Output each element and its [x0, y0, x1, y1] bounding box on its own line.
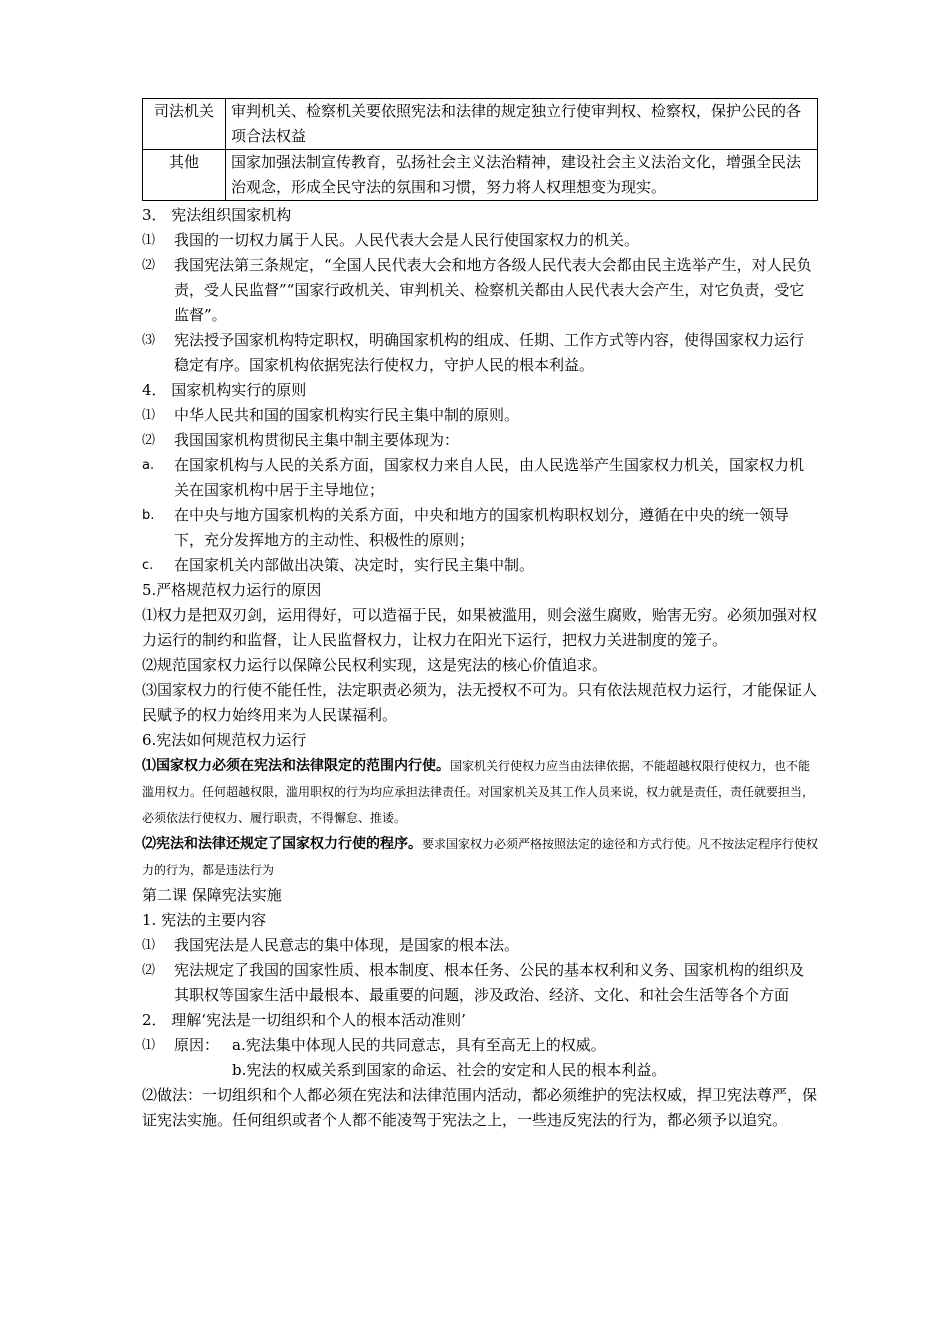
reason-block	[142, 1033, 818, 1058]
list-item	[142, 933, 818, 958]
paragraph: ⑶国家权力的行使不能任性，法定职责必须为，法无授权不可为。只有依法规范权力运行，才能保证人民赋予的权力始终用来为人民谋福利。	[142, 681, 818, 724]
section-5-heading: 5.严格规范权力运行的原因	[142, 581, 322, 599]
item-text: 中华人民共和国的国家机构实行民主集中制的原则。	[174, 406, 520, 424]
bold-lead: ⑴国家权力必须在宪法和法律限定的范围内行使。	[142, 758, 450, 774]
item-number: ⑵	[142, 963, 156, 978]
item-text: 在国家机关内部做出决策、决定时，实行民主集中制。	[174, 556, 535, 574]
item-number: b.	[142, 508, 155, 523]
item-text: 在中央与地方国家机构的关系方面，中央和地方的国家机构职权划分，遵循在中央的统一领导下，充分发挥地方的主动性、积极性的原则；	[174, 506, 790, 549]
section-6-heading: 6.宪法如何规范权力运行	[142, 731, 307, 749]
list-item	[142, 228, 818, 253]
paragraph	[142, 753, 818, 831]
item-number: ⑴	[142, 938, 156, 953]
paragraph: ⑵做法：一切组织和个人都必须在宪法和法律范围内活动，都必须维护的宪法权威，捍卫宪法尊严，保证宪法实施。任何组织或者个人都不能凌驾于宪法之上，一些违反宪法的行为，都必须予以追究。	[142, 1086, 818, 1129]
paragraph: ⑵规范国家权力运行以保障公民权利实现，这是宪法的核心价值追求。	[142, 656, 608, 674]
list-item	[142, 553, 818, 578]
document-page	[142, 98, 818, 1133]
item-text: 宪法授予国家机构特定职权，明确国家机构的组成、任期、工作方式等内容，使得国家权力运行稳定有序。国家机构依据宪法行使权力，守护人民的根本利益。	[174, 331, 805, 374]
item-number: a.	[142, 458, 155, 473]
item-number: ⑴	[142, 233, 156, 248]
item-text: 我国国家机构贯彻民主集中制主要体现为：	[174, 431, 460, 449]
reason-b: b.宪法的权威关系到国家的命运、社会的安定和人民的根本利益。	[232, 1061, 667, 1079]
item-text: 在国家机构与人民的关系方面，国家权力来自人民，由人民选举产生国家权力机关，国家权力机关在国家机构中居于主导地位；	[174, 456, 805, 499]
paragraph: ⑴权力是把双刃剑，运用得好，可以造福于民，如果被滥用，则会滋生腐败，贻害无穷。必须加强对权力运行的制约和监督，让人民监督权力，让权力在阳光下运行，把权力关进制度的笼子。	[142, 606, 818, 649]
lesson2-section-1-heading: 1. 宪法的主要内容	[142, 911, 267, 929]
item-number: ⑴	[142, 408, 156, 423]
reason-a: a.宪法集中体现人民的共同意志，具有至高无上的权威。	[232, 1036, 606, 1054]
item-text: 宪法规定了我国的国家性质、根本制度、根本任务、公民的基本权利和义务、国家机构的组织及其职权等国家生活中最根本、最重要的问题，涉及政治、经济、文化、和社会生活等各个方面	[174, 961, 805, 1004]
item-text: 我国宪法是人民意志的集中体现，是国家的根本法。	[174, 936, 520, 954]
list-item	[142, 958, 818, 1008]
list-item	[142, 403, 818, 428]
table-key-cell: 司法机关	[143, 99, 226, 150]
item-number: ⑴	[142, 1038, 156, 1053]
item-number: ⑵	[142, 433, 156, 448]
list-item	[142, 503, 818, 553]
paragraph-rest: 要求国家权力必须严格按照法定的途径和方式行使。凡不按法定程序行使权力的行为，都是违法行为	[142, 837, 819, 877]
table-row	[143, 99, 818, 150]
table-row	[143, 150, 818, 201]
bold-lead: ⑵宪法和法律还规定了国家权力行使的程序。	[142, 836, 422, 852]
reason-label: 原因：	[174, 1036, 220, 1054]
item-number: c.	[142, 558, 154, 573]
lesson-title: 第二课 保障宪法实施	[142, 886, 282, 904]
list-item	[142, 328, 818, 378]
paragraph-rest: 国家机关行使权力应当由法律依据，不能超越权限行使权力，也不能滥用权力。任何超越权限，滥用职权的行为均应承担法律责任。对国家机关及其工作人员来说，权力就是责任，责任就要担当，必须依法行使权力、履行职责，不得懈怠、推诿。	[142, 759, 815, 825]
table-value-cell: 国家加强法制宣传教育，弘扬社会主义法治精神，建设社会主义法治文化，增强全民法治观念，形成全民守法的氛围和习惯，努力将人权理想变为现实。	[226, 150, 818, 201]
item-number: ⑶	[142, 333, 156, 348]
duties-table	[142, 98, 818, 201]
table-key-cell: 其他	[143, 150, 226, 201]
item-text: 我国的一切权力属于人民。人民代表大会是人民行使国家权力的机关。	[174, 231, 640, 249]
table-value-cell: 审判机关、检察机关要依照宪法和法律的规定独立行使审判权、检察权，保护公民的各项合法权益	[226, 99, 818, 150]
section-3-heading: 3． 宪法组织国家机构	[142, 206, 292, 224]
section-4-heading: 4． 国家机构实行的原则	[142, 381, 307, 399]
list-item	[142, 453, 818, 503]
list-item	[142, 428, 818, 453]
item-text: 我国宪法第三条规定，“全国人民代表大会和地方各级人民代表大会都由民主选举产生，对人民负责，受人民监督”“国家行政机关、审判机关、检察机关都由人民代表大会产生，对它负责，受它监督”。	[174, 256, 812, 324]
lesson2-section-2-heading: 2． 理解‘宪法是一切组织和个人的根本活动准则’	[142, 1011, 466, 1029]
item-number: ⑵	[142, 258, 156, 273]
list-item	[142, 253, 818, 328]
paragraph	[142, 831, 818, 883]
